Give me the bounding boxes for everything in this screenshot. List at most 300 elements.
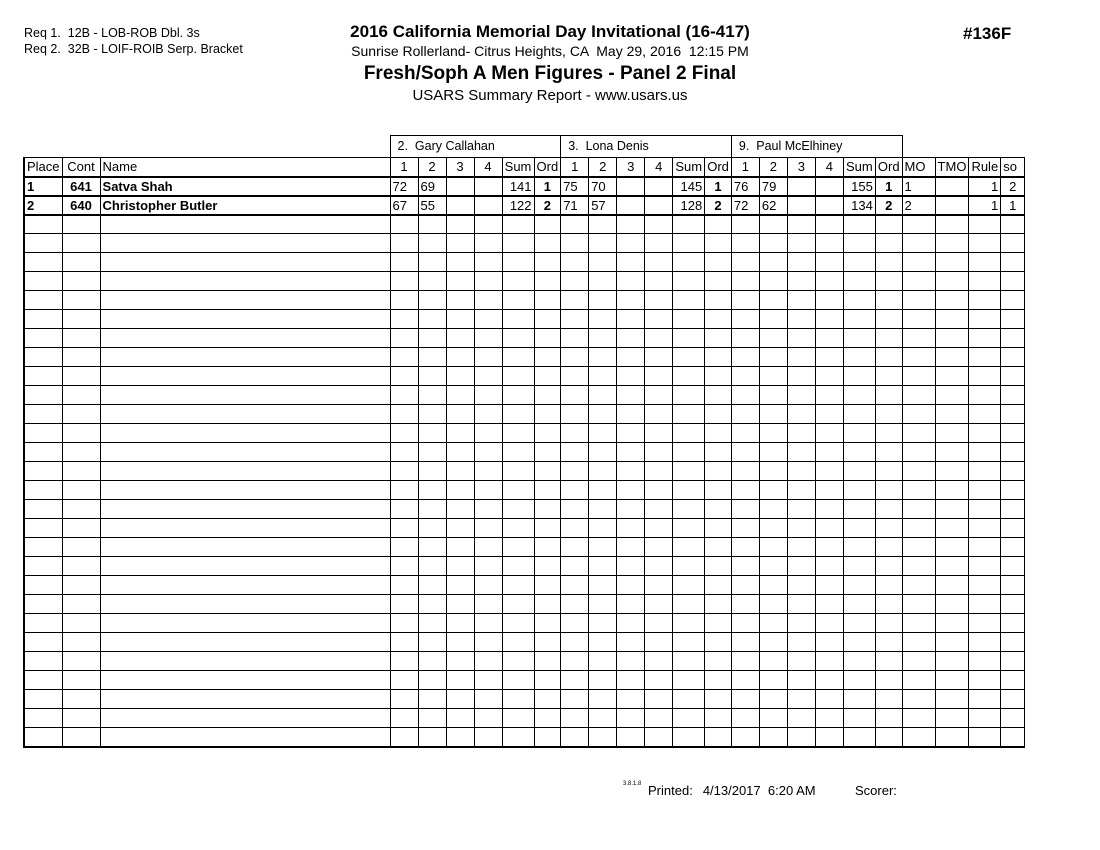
empty-cell xyxy=(843,500,875,519)
empty-cell xyxy=(875,272,902,291)
empty-cell xyxy=(902,367,935,386)
empty-cell xyxy=(534,234,561,253)
empty-cell xyxy=(705,519,732,538)
empty-cell xyxy=(902,348,935,367)
empty-cell xyxy=(474,690,502,709)
requirement-line-2: Req 2. 32B - LOIF-ROIB Serp. Bracket xyxy=(24,42,243,56)
empty-cell xyxy=(418,728,446,747)
empty-cell xyxy=(673,310,705,329)
empty-cell xyxy=(534,291,561,310)
empty-cell xyxy=(902,481,935,500)
name-cell: Christopher Butler xyxy=(100,196,390,215)
empty-cell xyxy=(474,557,502,576)
empty-cell xyxy=(875,310,902,329)
empty-cell xyxy=(474,367,502,386)
empty-cell xyxy=(673,519,705,538)
empty-cell xyxy=(815,367,843,386)
empty-cell xyxy=(474,272,502,291)
empty-cell xyxy=(502,595,534,614)
empty-cell xyxy=(759,614,787,633)
empty-cell xyxy=(62,291,100,310)
empty-cell xyxy=(589,652,617,671)
empty-cell xyxy=(815,709,843,728)
empty-cell xyxy=(935,424,969,443)
empty-cell xyxy=(902,253,935,272)
empty-cell xyxy=(902,500,935,519)
empty-cell xyxy=(24,671,62,690)
empty-cell xyxy=(969,538,1001,557)
empty-cell xyxy=(534,652,561,671)
empty-cell xyxy=(731,462,759,481)
empty-cell xyxy=(62,614,100,633)
empty-cell xyxy=(705,462,732,481)
empty-cell xyxy=(645,367,673,386)
empty-row xyxy=(24,481,1025,500)
empty-cell xyxy=(969,671,1001,690)
empty-cell xyxy=(673,291,705,310)
empty-cell xyxy=(935,443,969,462)
empty-cell xyxy=(1001,633,1025,652)
empty-cell xyxy=(787,709,815,728)
empty-cell xyxy=(731,671,759,690)
empty-cell xyxy=(502,424,534,443)
empty-cell xyxy=(589,291,617,310)
empty-cell xyxy=(759,652,787,671)
empty-cell xyxy=(935,348,969,367)
empty-cell xyxy=(502,367,534,386)
empty-cell xyxy=(815,519,843,538)
empty-cell xyxy=(534,405,561,424)
empty-cell xyxy=(902,215,935,234)
empty-cell xyxy=(1001,310,1025,329)
empty-cell xyxy=(843,690,875,709)
empty-cell xyxy=(100,671,390,690)
empty-cell xyxy=(731,367,759,386)
empty-cell xyxy=(815,462,843,481)
empty-cell xyxy=(759,424,787,443)
empty-cell xyxy=(1001,348,1025,367)
empty-cell xyxy=(446,633,474,652)
empty-cell xyxy=(24,272,62,291)
empty-cell xyxy=(390,671,418,690)
empty-cell xyxy=(1001,481,1025,500)
empty-cell xyxy=(815,690,843,709)
empty-cell xyxy=(705,709,732,728)
empty-cell xyxy=(902,272,935,291)
empty-cell xyxy=(843,291,875,310)
empty-cell xyxy=(617,595,645,614)
empty-cell xyxy=(969,595,1001,614)
empty-cell xyxy=(446,595,474,614)
empty-cell xyxy=(62,329,100,348)
col-header-j1-1: 1 xyxy=(390,158,418,177)
results-table xyxy=(23,135,1025,748)
empty-cell xyxy=(446,614,474,633)
empty-cell xyxy=(645,652,673,671)
empty-cell xyxy=(62,215,100,234)
empty-cell xyxy=(446,386,474,405)
empty-cell xyxy=(815,481,843,500)
empty-cell xyxy=(705,500,732,519)
col-header-cont: Cont xyxy=(62,158,100,177)
empty-cell xyxy=(673,557,705,576)
empty-cell xyxy=(705,329,732,348)
empty-cell xyxy=(446,728,474,747)
empty-cell xyxy=(759,348,787,367)
empty-cell xyxy=(418,500,446,519)
empty-cell xyxy=(390,386,418,405)
empty-cell xyxy=(24,500,62,519)
empty-cell xyxy=(875,386,902,405)
empty-cell xyxy=(935,367,969,386)
empty-cell xyxy=(561,652,589,671)
empty-cell xyxy=(502,234,534,253)
empty-cell xyxy=(561,253,589,272)
empty-cell xyxy=(1001,443,1025,462)
empty-cell xyxy=(474,291,502,310)
empty-cell xyxy=(446,481,474,500)
empty-cell xyxy=(815,671,843,690)
empty-cell xyxy=(24,405,62,424)
empty-cell xyxy=(446,329,474,348)
empty-cell xyxy=(1001,538,1025,557)
j1-score-cell xyxy=(474,177,502,196)
empty-cell xyxy=(1001,519,1025,538)
empty-cell xyxy=(589,329,617,348)
empty-cell xyxy=(474,443,502,462)
empty-cell xyxy=(731,728,759,747)
empty-cell xyxy=(705,405,732,424)
empty-cell xyxy=(731,386,759,405)
empty-cell xyxy=(902,709,935,728)
empty-cell xyxy=(935,633,969,652)
empty-cell xyxy=(534,367,561,386)
empty-cell xyxy=(673,614,705,633)
empty-cell xyxy=(418,595,446,614)
empty-cell xyxy=(390,367,418,386)
empty-cell xyxy=(534,386,561,405)
result-row-1 xyxy=(24,177,1025,196)
empty-cell xyxy=(474,329,502,348)
empty-cell xyxy=(787,405,815,424)
empty-cell xyxy=(100,614,390,633)
empty-cell xyxy=(787,272,815,291)
empty-cell xyxy=(100,633,390,652)
empty-cell xyxy=(561,367,589,386)
empty-cell xyxy=(446,462,474,481)
empty-cell xyxy=(673,538,705,557)
empty-cell xyxy=(705,690,732,709)
empty-row xyxy=(24,215,1025,234)
empty-cell xyxy=(935,386,969,405)
empty-cell xyxy=(935,329,969,348)
requirement-line-1: Req 1. 12B - LOB-ROB Dbl. 3s xyxy=(24,26,200,40)
empty-cell xyxy=(815,272,843,291)
empty-cell xyxy=(787,329,815,348)
empty-cell xyxy=(969,291,1001,310)
empty-row xyxy=(24,272,1025,291)
empty-cell xyxy=(645,291,673,310)
empty-cell xyxy=(969,272,1001,291)
empty-cell xyxy=(935,462,969,481)
empty-cell xyxy=(62,272,100,291)
column-header-row xyxy=(24,158,1025,177)
empty-cell xyxy=(645,614,673,633)
empty-cell xyxy=(705,671,732,690)
empty-cell xyxy=(617,424,645,443)
empty-cell xyxy=(24,348,62,367)
empty-cell xyxy=(617,500,645,519)
empty-cell xyxy=(100,595,390,614)
cont-cell: 641 xyxy=(62,177,100,196)
empty-cell xyxy=(589,728,617,747)
empty-cell xyxy=(705,424,732,443)
empty-row xyxy=(24,348,1025,367)
empty-cell xyxy=(787,481,815,500)
empty-cell xyxy=(843,272,875,291)
empty-cell xyxy=(673,348,705,367)
empty-row xyxy=(24,405,1025,424)
empty-cell xyxy=(731,709,759,728)
empty-cell xyxy=(474,253,502,272)
empty-cell xyxy=(875,557,902,576)
j2-sum-cell: 145 xyxy=(673,177,705,196)
empty-cell xyxy=(787,614,815,633)
empty-cell xyxy=(935,215,969,234)
empty-cell xyxy=(446,348,474,367)
empty-cell xyxy=(645,215,673,234)
empty-cell xyxy=(815,329,843,348)
empty-cell xyxy=(24,329,62,348)
empty-cell xyxy=(969,709,1001,728)
empty-cell xyxy=(1001,500,1025,519)
empty-cell xyxy=(390,519,418,538)
empty-cell xyxy=(875,576,902,595)
empty-cell xyxy=(673,500,705,519)
col-header-j3-4: 4 xyxy=(815,158,843,177)
empty-cell xyxy=(534,633,561,652)
empty-row xyxy=(24,234,1025,253)
empty-cell xyxy=(617,329,645,348)
empty-cell xyxy=(645,481,673,500)
j1-score-cell: 55 xyxy=(418,196,446,215)
so-cell: 2 xyxy=(1001,177,1025,196)
empty-cell xyxy=(418,443,446,462)
col-header-j3-ord: Ord xyxy=(875,158,902,177)
empty-cell xyxy=(843,348,875,367)
empty-cell xyxy=(759,728,787,747)
empty-cell xyxy=(969,500,1001,519)
empty-cell xyxy=(24,538,62,557)
empty-cell xyxy=(474,519,502,538)
empty-row xyxy=(24,576,1025,595)
empty-cell xyxy=(731,234,759,253)
j2-score-cell xyxy=(645,196,673,215)
empty-cell xyxy=(100,272,390,291)
empty-row xyxy=(24,709,1025,728)
empty-cell xyxy=(390,576,418,595)
empty-cell xyxy=(561,576,589,595)
empty-cell xyxy=(673,234,705,253)
empty-cell xyxy=(705,215,732,234)
empty-cell xyxy=(24,291,62,310)
printed-datetime: 4/13/2017 6:20 AM xyxy=(702,783,816,798)
empty-cell xyxy=(731,500,759,519)
empty-cell xyxy=(1001,386,1025,405)
empty-cell xyxy=(100,576,390,595)
empty-cell xyxy=(617,633,645,652)
empty-cell xyxy=(1001,576,1025,595)
empty-cell xyxy=(935,481,969,500)
empty-cell xyxy=(474,424,502,443)
j3-score-cell: 79 xyxy=(759,177,787,196)
empty-cell xyxy=(673,329,705,348)
empty-cell xyxy=(100,728,390,747)
empty-cell xyxy=(645,709,673,728)
empty-cell xyxy=(1001,329,1025,348)
empty-cell xyxy=(534,538,561,557)
empty-cell xyxy=(935,405,969,424)
empty-cell xyxy=(673,367,705,386)
empty-cell xyxy=(534,519,561,538)
empty-cell xyxy=(390,348,418,367)
tmo-cell xyxy=(935,196,969,215)
empty-cell xyxy=(875,424,902,443)
j3-score-cell: 62 xyxy=(759,196,787,215)
report-type: USARS Summary Report - www.usars.us xyxy=(412,87,688,104)
scorer-label: Scorer: xyxy=(855,783,897,798)
empty-cell xyxy=(418,329,446,348)
empty-cell xyxy=(875,462,902,481)
empty-cell xyxy=(902,462,935,481)
event-title: Fresh/Soph A Men Figures - Panel 2 Final xyxy=(363,63,737,84)
empty-cell xyxy=(969,690,1001,709)
rule-cell: 1 xyxy=(969,177,1001,196)
empty-cell xyxy=(418,576,446,595)
empty-cell xyxy=(474,481,502,500)
empty-cell xyxy=(645,348,673,367)
empty-row xyxy=(24,595,1025,614)
empty-cell xyxy=(474,405,502,424)
empty-cell xyxy=(759,215,787,234)
empty-cell xyxy=(446,253,474,272)
empty-cell xyxy=(787,576,815,595)
empty-row xyxy=(24,253,1025,272)
empty-cell xyxy=(561,234,589,253)
empty-cell xyxy=(534,348,561,367)
empty-cell xyxy=(502,462,534,481)
empty-cell xyxy=(787,386,815,405)
empty-cell xyxy=(969,424,1001,443)
empty-cell xyxy=(446,652,474,671)
empty-cell xyxy=(875,614,902,633)
empty-cell xyxy=(843,367,875,386)
empty-cell xyxy=(418,272,446,291)
empty-cell xyxy=(969,443,1001,462)
empty-cell xyxy=(1001,272,1025,291)
empty-cell xyxy=(24,576,62,595)
empty-cell xyxy=(705,538,732,557)
empty-cell xyxy=(617,671,645,690)
empty-cell xyxy=(731,576,759,595)
empty-row xyxy=(24,424,1025,443)
empty-cell xyxy=(875,348,902,367)
empty-cell xyxy=(589,443,617,462)
judge-label-1: 2. Gary Callahan xyxy=(390,136,561,158)
empty-cell xyxy=(561,519,589,538)
empty-row xyxy=(24,367,1025,386)
empty-cell xyxy=(390,253,418,272)
judge-label-3: 9. Paul McElhiney xyxy=(731,136,902,158)
empty-cell xyxy=(62,367,100,386)
empty-cell xyxy=(645,500,673,519)
empty-cell xyxy=(534,595,561,614)
empty-cell xyxy=(673,671,705,690)
empty-cell xyxy=(815,348,843,367)
empty-cell xyxy=(418,234,446,253)
empty-cell xyxy=(589,462,617,481)
empty-cell xyxy=(561,614,589,633)
empty-cell xyxy=(935,500,969,519)
empty-cell xyxy=(935,310,969,329)
empty-cell xyxy=(561,215,589,234)
empty-cell xyxy=(446,215,474,234)
empty-cell xyxy=(902,234,935,253)
empty-cell xyxy=(561,728,589,747)
empty-row xyxy=(24,557,1025,576)
empty-cell xyxy=(561,310,589,329)
empty-cell xyxy=(935,557,969,576)
empty-cell xyxy=(474,234,502,253)
empty-cell xyxy=(534,424,561,443)
empty-cell xyxy=(446,557,474,576)
empty-cell xyxy=(935,652,969,671)
empty-cell xyxy=(390,652,418,671)
empty-cell xyxy=(875,500,902,519)
col-header-j2-3: 3 xyxy=(617,158,645,177)
empty-cell xyxy=(100,253,390,272)
empty-cell xyxy=(969,367,1001,386)
empty-cell xyxy=(759,386,787,405)
empty-cell xyxy=(617,272,645,291)
empty-cell xyxy=(617,215,645,234)
empty-cell xyxy=(787,215,815,234)
empty-cell xyxy=(62,671,100,690)
empty-cell xyxy=(561,348,589,367)
empty-cell xyxy=(474,633,502,652)
empty-cell xyxy=(617,234,645,253)
empty-cell xyxy=(561,443,589,462)
empty-cell xyxy=(418,633,446,652)
empty-cell xyxy=(589,405,617,424)
j1-sum-cell: 122 xyxy=(502,196,534,215)
empty-cell xyxy=(617,253,645,272)
empty-cell xyxy=(24,481,62,500)
empty-cell xyxy=(731,272,759,291)
empty-cell xyxy=(935,671,969,690)
name-cell: Satva Shah xyxy=(100,177,390,196)
empty-cell xyxy=(787,253,815,272)
empty-cell xyxy=(902,329,935,348)
empty-cell xyxy=(969,405,1001,424)
empty-cell xyxy=(705,386,732,405)
empty-cell xyxy=(534,576,561,595)
j1-ord-cell: 1 xyxy=(534,177,561,196)
empty-cell xyxy=(24,253,62,272)
empty-cell xyxy=(815,253,843,272)
empty-cell xyxy=(759,367,787,386)
empty-cell xyxy=(731,310,759,329)
